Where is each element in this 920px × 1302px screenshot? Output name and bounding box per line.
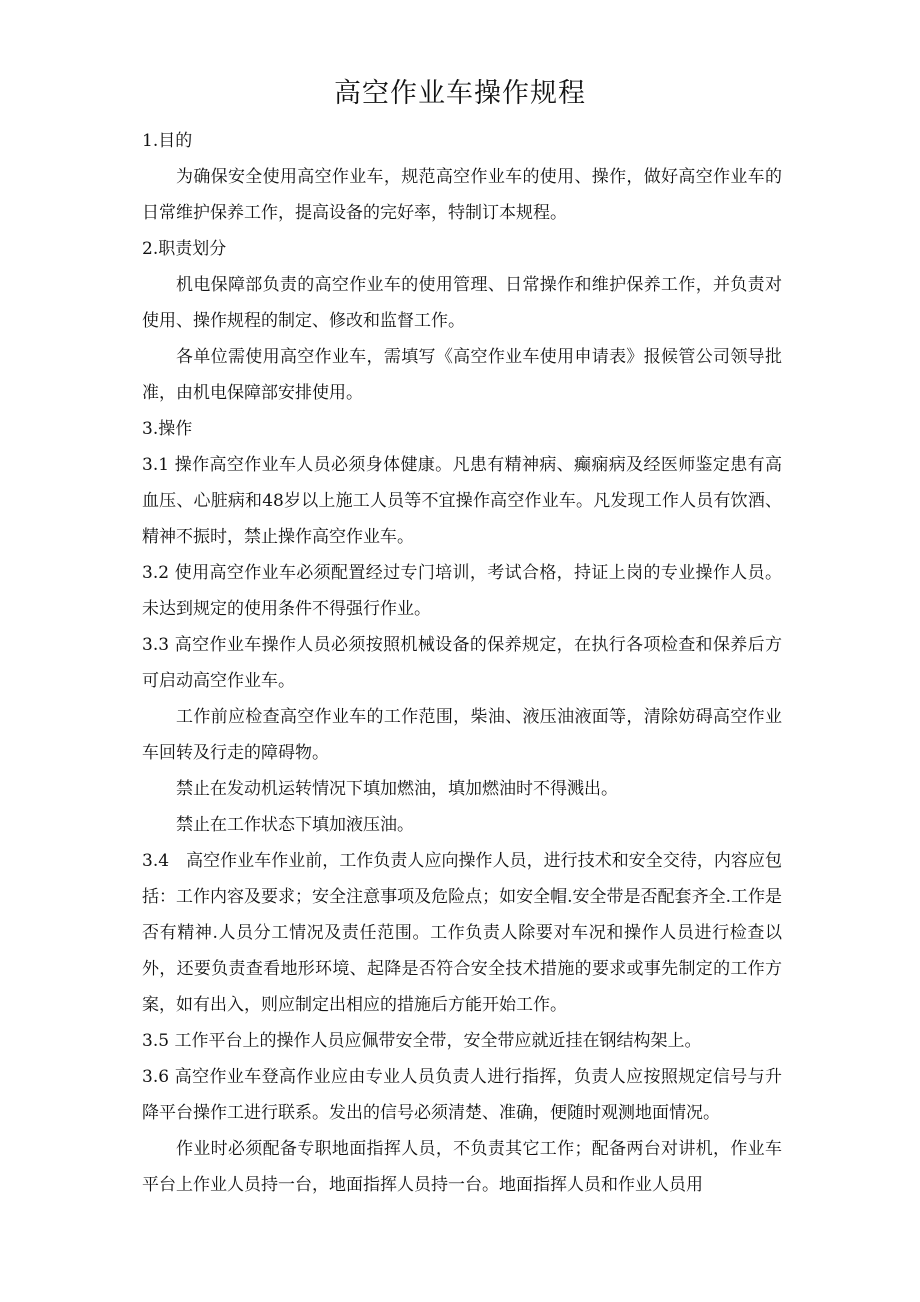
clause-3-3: 3.3 高空作业车操作人员必须按照机械设备的保养规定，在执行各项检查和保养后方可启动高空作业车。 [142,635,782,691]
clause-3-2: 3.2 使用高空作业车必须配置经过专门培训，考试合格，持证上岗的专业操作人员。未达到规定的使用条件不得强行作业。 [142,563,782,619]
clause-3-5: 3.5 工作平台上的操作人员应佩带安全带，安全带应就近挂在钢结构架上。 [142,1031,702,1051]
section-heading-purpose: 1.目的 [142,131,193,151]
document-body [142,123,782,1203]
document-title: 高空作业车操作规程 [334,78,586,109]
clause-3-6: 3.6 高空作业车登高作业应由专业人员负责人进行指挥，负责人应按照规定信号与升降平台操作工进行联系。发出的信号必须清楚、准确，便随时观测地面情况。 [142,1067,782,1123]
clause-3-4: 3.4 高空作业车作业前，工作负责人应向操作人员，进行技术和安全交待，内容应包括：工作内容及要求；安全注意事项及危险点；如安全帽.安全带是否配套齐全.工作是否有精神.人员分工情况及责任范围。工作负责人除要对车况和操作人员进行检查以外，还要负责查看地形环境、起降是否符合安全技术措施的要求或事先制定的工作方案，如有出入，则应制定出相应的措施后方能开始工作。 [142,851,782,1015]
section-heading-operation: 3.操作 [142,419,193,439]
paragraph-no-refuel-running: 禁止在发动机运转情况下填加燃油，填加燃油时不得溅出。 [176,779,618,799]
paragraph-responsibility-request: 各单位需使用高空作业车，需填写《高空作业车使用申请表》报候管公司领导批准，由机电保障部安排使用。 [142,347,782,403]
paragraph-pre-work-check: 工作前应检查高空作业车的工作范围，柴油、液压油液面等，清除妨碍高空作业车回转及行走的障碍物。 [142,707,782,763]
section-heading-responsibilities: 2.职责划分 [142,239,227,259]
clause-3-1: 3.1 操作高空作业车人员必须身体健康。凡患有精神病、癫痫病及经医师鉴定患有高血压、心脏病和48岁以上施工人员等不宜操作高空作业车。凡发现工作人员有饮酒、精神不振时，禁止操作高空作业车。 [142,455,782,547]
paragraph-responsibility-dept: 机电保障部负责的高空作业车的使用管理、日常操作和维护保养工作，并负责对使用、操作规程的制定、修改和监督工作。 [142,275,782,331]
paragraph-ground-commander: 作业时必须配备专职地面指挥人员，不负责其它工作；配备两台对讲机，作业车平台上作业人员持一台，地面指挥人员持一台。地面指挥人员和作业人员用 [142,1139,782,1195]
paragraph-no-hydraulic-refill: 禁止在工作状态下填加液压油。 [176,815,414,835]
paragraph-purpose: 为确保安全使用高空作业车，规范高空作业车的使用、操作，做好高空作业车的日常维护保养工作，提高设备的完好率，特制订本规程。 [142,167,782,223]
